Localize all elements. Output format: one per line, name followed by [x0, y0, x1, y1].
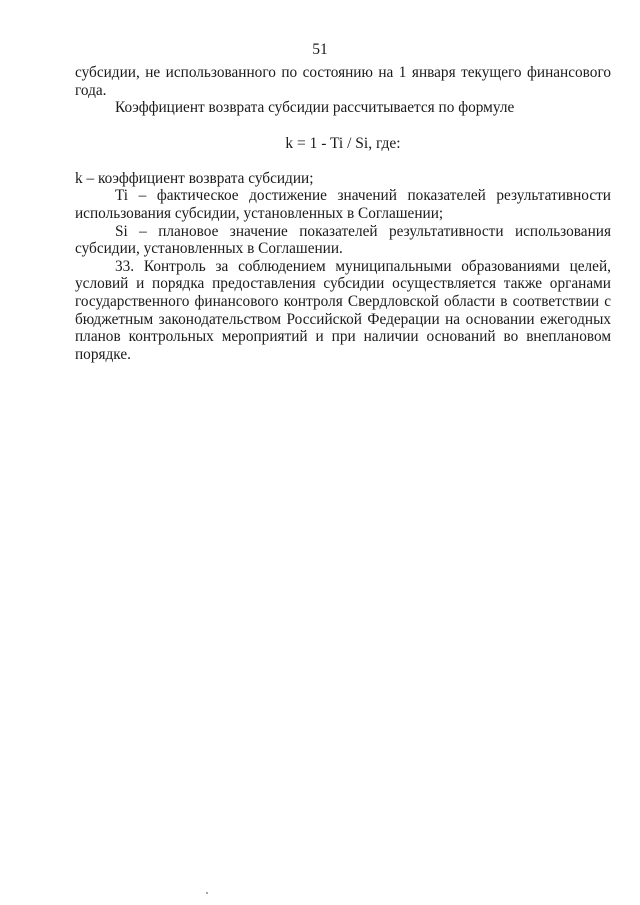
formula: k = 1 - Ti / Si, где:	[285, 134, 401, 152]
scan-speck	[206, 892, 208, 894]
definition-si: Si – плановое значение показателей результативности использования субсидии, установленных в Соглашении.	[75, 222, 611, 258]
item-33-paragraph: 33. Контроль за соблюдением муниципальными образованиями целей, условий и порядка предоставления субсидии осуществляется также органами государственного финансового контроля Свердловской области в соответствии с бюджетным законодательством Российской Федерации на основании ежегодных планов контрольных мероприятий и при наличии оснований во внеплановом порядке.	[75, 257, 611, 363]
continuation-paragraph: субсидии, не использованного по состоянию на 1 января текущего финансового года.	[75, 64, 611, 99]
definition-k: k – коэффициент возврата субсидии;	[75, 169, 314, 187]
definition-ti: Ti – фактическое достижение значений показателей результативности использования субсидии, установленных в Соглашении;	[75, 187, 611, 222]
page-number: 51	[312, 41, 328, 58]
formula-intro-paragraph: Коэффициент возврата субсидии рассчитывается по формуле	[115, 99, 515, 117]
page-body	[75, 64, 611, 363]
